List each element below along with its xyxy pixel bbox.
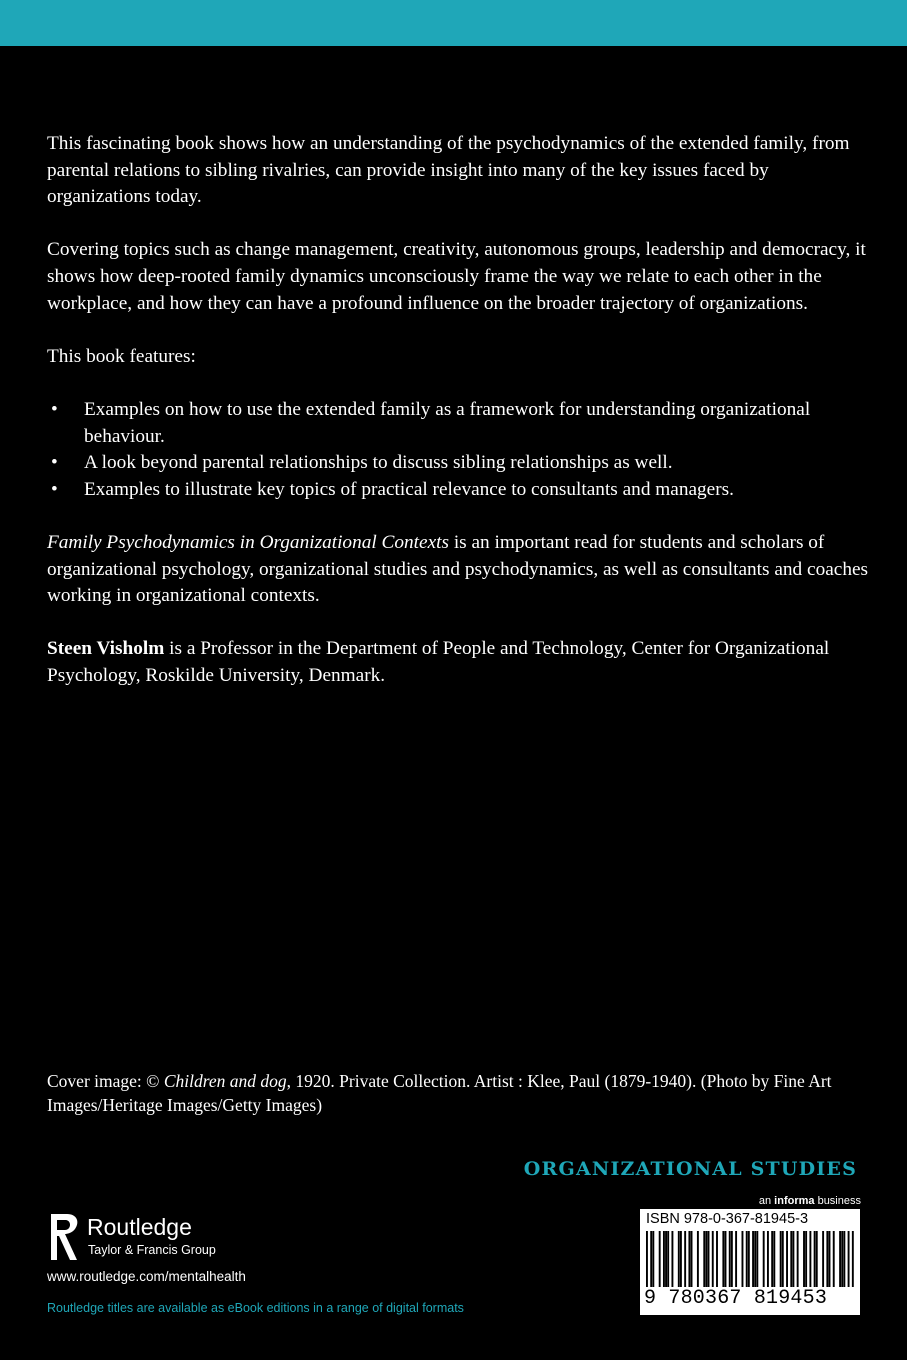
artwork-title: Children and dog	[163, 1071, 287, 1091]
feature-item: • A look beyond parental relationships to discuss sibling relationships as well.	[47, 450, 872, 477]
feature-item: • Examples on how to use the extended family as a framework for understanding organizational behaviour.	[51, 398, 811, 447]
book-title: Family Psychodynamics in Organizational Contexts	[47, 531, 449, 553]
informa-tagline: an informa business	[758, 1195, 861, 1207]
feature-item: • Examples to illustrate key topics of practical relevance to consultants and managers.	[47, 477, 872, 504]
bullet-icon: •	[51, 478, 58, 500]
publisher-website[interactable]: www.routledge.com/mentalhealth	[47, 1269, 246, 1284]
bullet-icon: •	[51, 452, 58, 474]
series-label: ORGANIZATIONAL STUDIES	[523, 1158, 857, 1180]
routledge-logo	[47, 1212, 267, 1264]
publisher-name: Routledge	[87, 1214, 192, 1240]
features-intro: This book features:	[47, 345, 196, 367]
features-list	[47, 397, 872, 503]
audience-paragraph: Family Psychodynamics in Organizational Contexts is an important read for students and scholars of organizational psychology, organizational studies and psychodynamics, as well as consultants and coaches working in organizational contexts.	[47, 531, 869, 607]
description-paragraph-2: Covering topics such as change management, creativity, autonomous groups, leadership and democracy, it shows how deep-rooted family dynamics unconsciously frame the way we relate to each other in the workplace, and how they can have a profound influence on the broader trajectory of organizations.	[47, 239, 866, 314]
author-name: Steen Visholm	[47, 638, 165, 660]
publisher-group: Taylor & Francis Group	[88, 1243, 216, 1257]
isbn-barcode	[640, 1209, 860, 1315]
author-bio: Steen Visholm is a Professor in the Department of People and Technology, Center for Organizational Psychology, Roskilde University, Denmark.	[47, 638, 830, 686]
bullet-icon: •	[51, 398, 58, 420]
description-paragraph-1: This fascinating book shows how an understanding of the psychodynamics of the extended family, from parental relations to sibling rivalries, can provide insight into many of the key issues faced by organizations today.	[47, 133, 850, 208]
isbn-label: ISBN 978-0-367-81945-3	[646, 1211, 809, 1227]
routledge-r-icon	[47, 1212, 81, 1264]
barcode-icon	[646, 1231, 854, 1287]
back-cover-text	[47, 131, 872, 716]
ebook-note: Routledge titles are available as eBook editions in a range of digital formats	[47, 1301, 464, 1315]
barcode-digits: 9 780367 819453	[644, 1287, 828, 1310]
top-color-band	[0, 0, 907, 46]
cover-image-credit: Cover image: © Children and dog, 1920. Private Collection. Artist : Klee, Paul (1879-1940). (Photo by Fine Art Images/Heritage Images/Getty Images)	[47, 1071, 832, 1115]
